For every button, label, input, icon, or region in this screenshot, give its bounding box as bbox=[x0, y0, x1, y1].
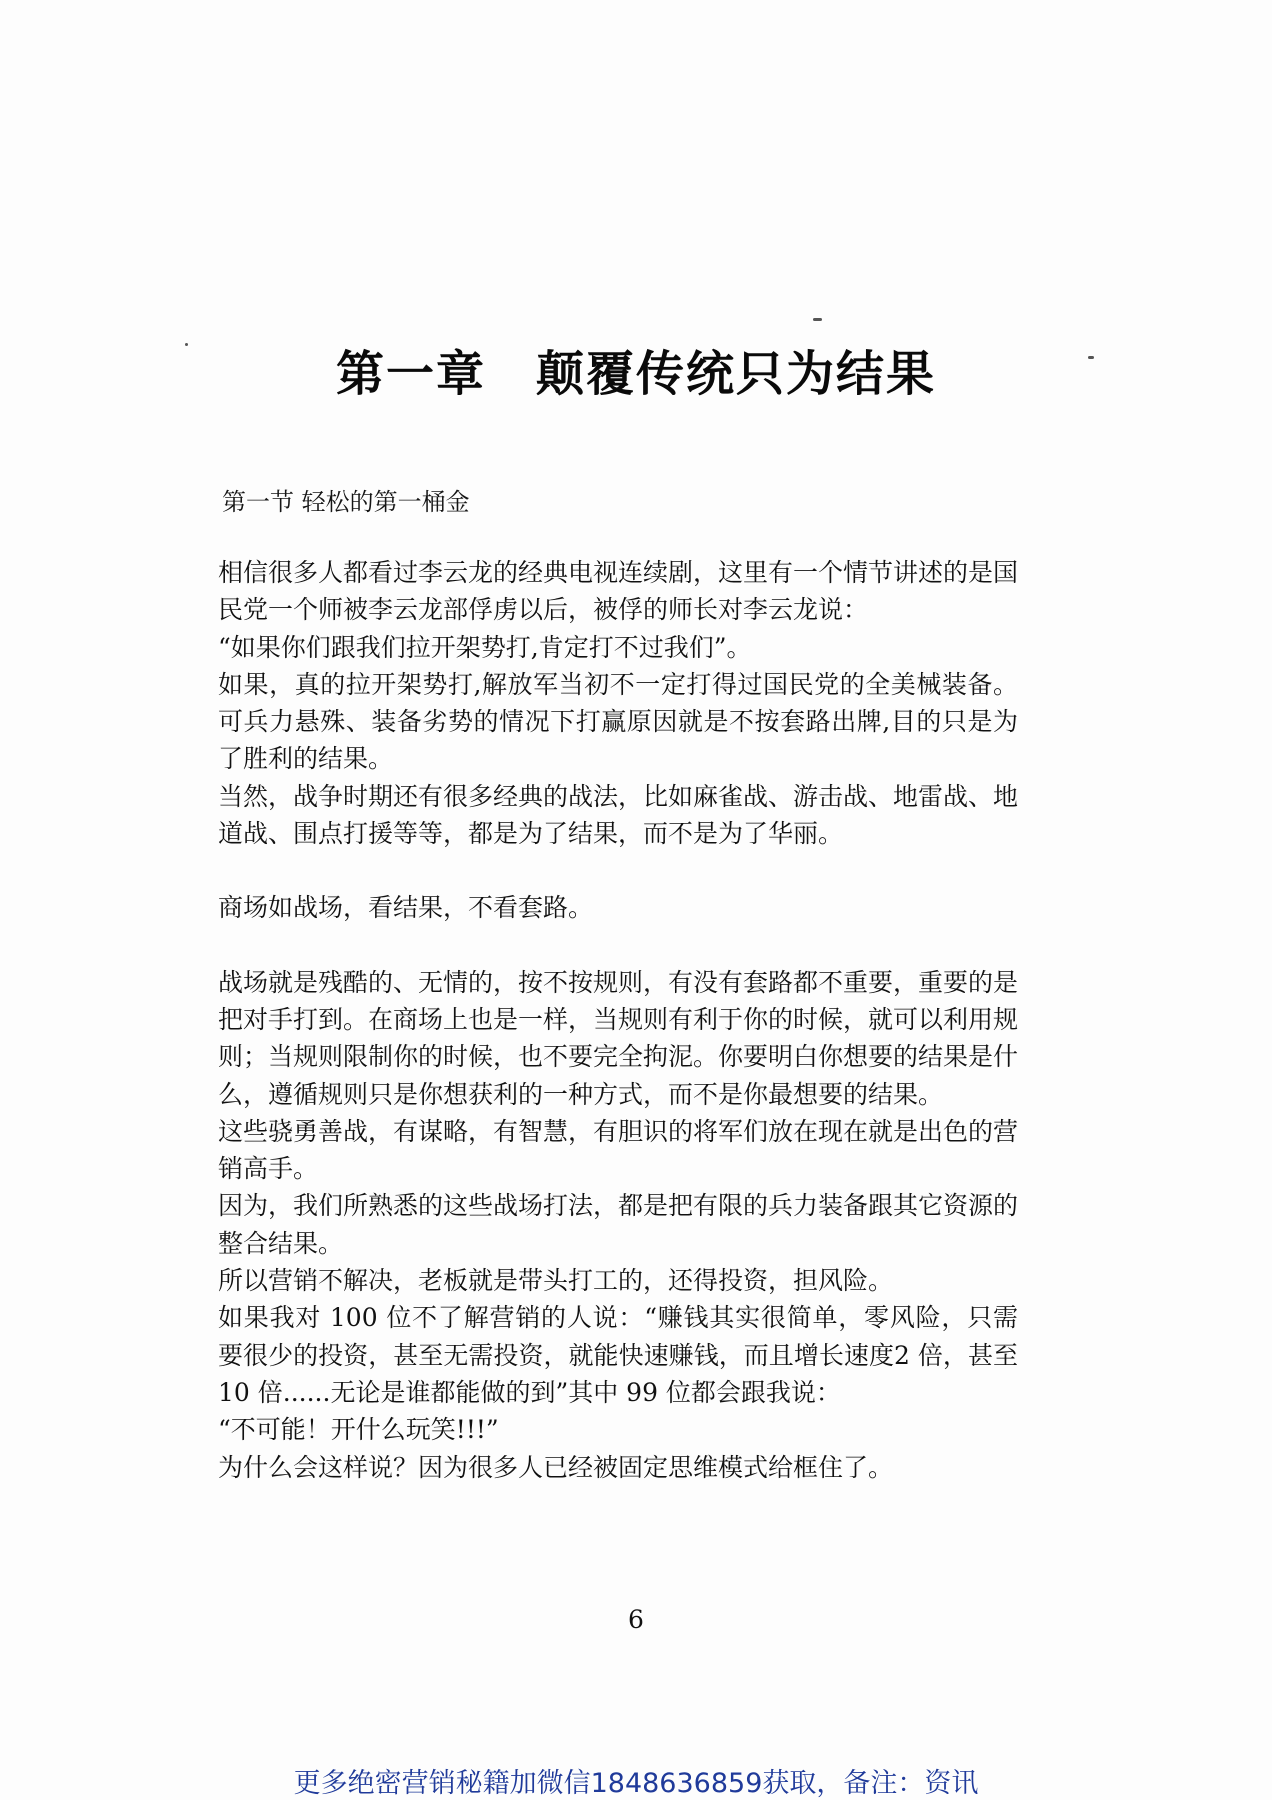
paragraph: 如果，真的拉开架势打,解放军当初不一定打得过国民党的全美械装备。可兵力悬殊、装备劣势的情况下打赢原因就是不按套路出牌,目的只是为了胜利的结果。 bbox=[218, 669, 1018, 774]
scan-speck bbox=[813, 318, 822, 321]
body-text bbox=[218, 554, 1026, 1486]
chapter-title bbox=[0, 335, 1272, 404]
paragraph: 战场就是残酷的、无情的，按不按规则，有没有套路都不重要，重要的是把对手打到。在商场上也是一样，当规则有利于你的时候，就可以利用规则；当规则限制你的时候，也不要完全拘泥。你要明白你想要的结果是什么，遵循规则只是你想获利的一种方式，而不是你最想要的结果。 bbox=[218, 967, 1019, 1109]
paragraph: 如果我对 100 位不了解营销的人说：“赚钱其实很简单，零风险，只需要很少的投资，甚至无需投资，就能快速赚钱，而且增长速度2 倍，甚至 10 倍......无论是谁都能做的到”其中 99 位都会跟我说： bbox=[218, 1303, 1026, 1407]
paragraph: 这些骁勇善战，有谋略，有智慧，有胆识的将军们放在现在就是出色的营销高手。 bbox=[218, 1116, 1019, 1184]
paragraph-spacer bbox=[218, 852, 1018, 889]
page-number: 6 bbox=[628, 1605, 644, 1634]
footer-promo: 更多绝密营销秘籍加微信18486368​59获取，备注：资讯 bbox=[293, 1768, 979, 1799]
paragraph: 为什么会这样说？因为很多人已经被固定思维模式给框住了。 bbox=[218, 1452, 894, 1482]
paragraph: 当然，战争时期还有很多经典的战法，比如麻雀战、游击战、地雷战、地道战、围点打援等等，都是为了结果，而不是为了华丽。 bbox=[218, 781, 1019, 849]
chapter-name: 颠覆传统只为结果 bbox=[536, 346, 937, 402]
paragraph: “不可能！开什么玩笑!!!” bbox=[218, 1415, 499, 1445]
section-title: 第一节 轻松的第一桶金 bbox=[222, 488, 470, 516]
paragraph: 因为，我们所熟悉的这些战场打法，都是把有限的兵力装备跟其它资源的整合结果。 bbox=[218, 1191, 1019, 1258]
paragraph-spacer bbox=[218, 927, 1018, 964]
paragraph: 商场如战场，看结果，不看套路。 bbox=[218, 893, 594, 923]
chapter-number: 第一章 bbox=[335, 346, 486, 402]
paragraph: “如果你们跟我们拉开架势打,肯定打不过我们”。 bbox=[218, 632, 752, 662]
paragraph: 相信很多人都看过李云龙的经典电视连续剧，这里有一个情节讲述的是国民党一个师被李云龙部俘虏以后，被俘的师长对李云龙说： bbox=[218, 558, 1019, 625]
paragraph: 所以营销不解决，老板就是带头打工的，还得投资，担风险。 bbox=[218, 1266, 894, 1296]
